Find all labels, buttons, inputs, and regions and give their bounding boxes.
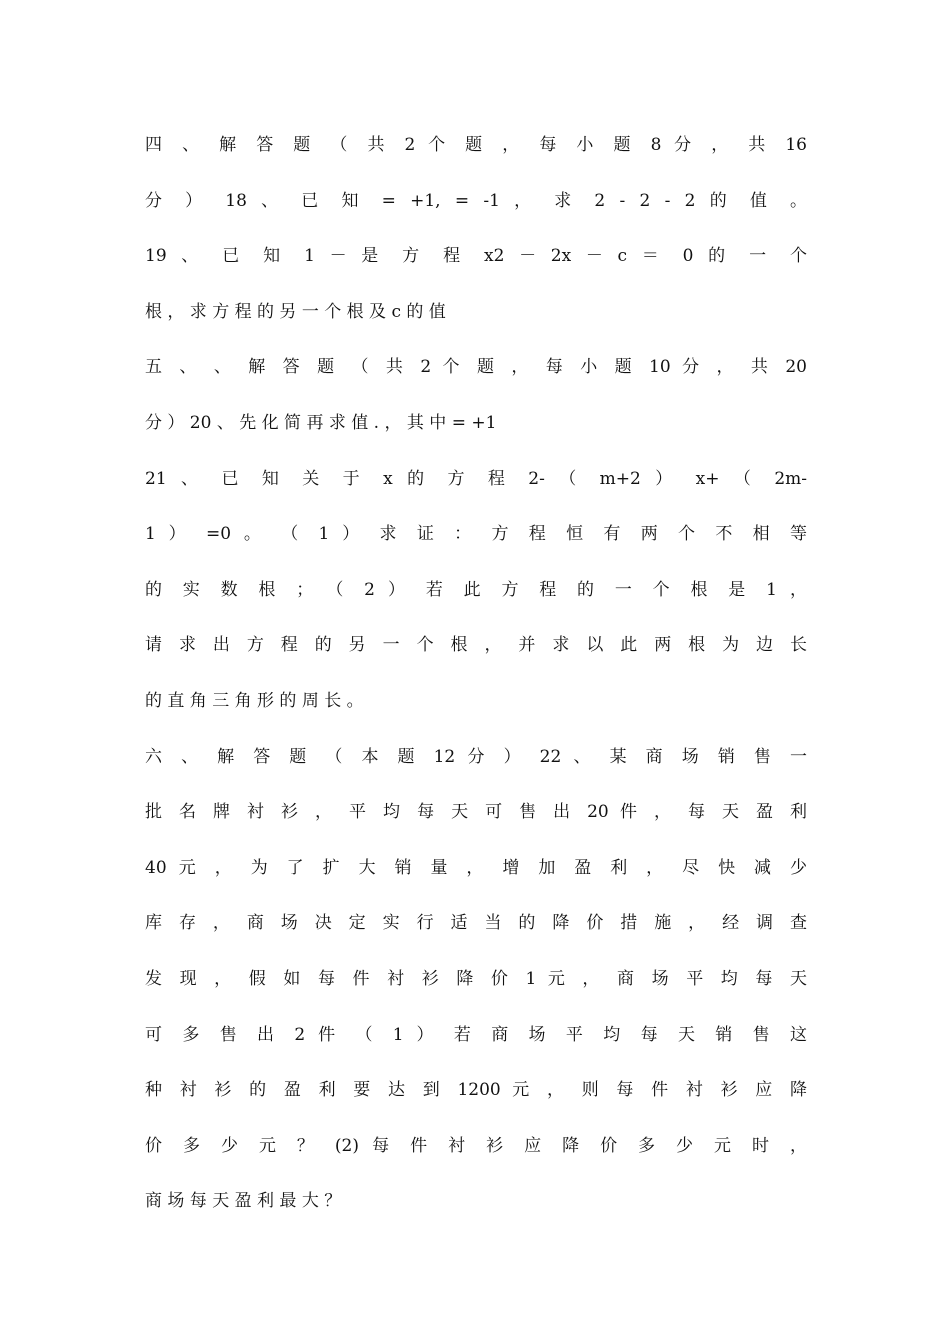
text-line: 种 衬 衫 的 盈 利 要 达 到 1200 元 ， 则 每 件 衬 衫 应 降 xyxy=(145,1080,807,1100)
text-line: 请 求 出 方 程 的 另 一 个 根 ， 并 求 以 此 两 根 为 边 长 xyxy=(145,635,807,655)
text-line: 的 直 角 三 角 形 的 周 长 。 xyxy=(145,691,364,711)
text-line: 可 多 售 出 2 件 （ 1 ） 若 商 场 平 均 每 天 销 售 这 xyxy=(145,1025,807,1045)
text-line: 库 存 ， 商 场 决 定 实 行 适 当 的 降 价 措 施 ， 经 调 查 xyxy=(145,913,807,933)
text-line: 40 元 ， 为 了 扩 大 销 量 ， 增 加 盈 利 ， 尽 快 减 少 xyxy=(145,858,807,878)
text-line: 四 、 解 答 题 （ 共 2 个 题 ， 每 小 题 8 分 ， 共 16 xyxy=(145,135,807,155)
text-line: 21 、 已 知 关 于 x 的 方 程 2- （ m+2 ） x+ （ 2m- xyxy=(145,469,807,489)
text-line: 分 ） 18 、 已 知 = +1, = -1 ， 求 2 - 2 - 2 的 值 。 xyxy=(145,191,807,211)
text-line: 商 场 每 天 盈 利 最 大 ？ xyxy=(145,1191,342,1211)
text-line: 根 ， 求 方 程 的 另 一 个 根 及 c 的 值 xyxy=(145,302,446,322)
text-line: 六 、 解 答 题 （ 本 题 12 分 ） 22 、 某 商 场 销 售 一 xyxy=(145,747,807,767)
text-line: 19 、 已 知 1 － 是 方 程 x2 － 2x － c ＝ 0 的 一 个 xyxy=(145,246,807,266)
text-line: 1 ） =0 。 （ 1 ） 求 证 ： 方 程 恒 有 两 个 不 相 等 xyxy=(145,524,807,544)
text-line: 发 现 ， 假 如 每 件 衬 衫 降 价 1 元 ， 商 场 平 均 每 天 xyxy=(145,969,807,989)
text-line: 批 名 牌 衬 衫 ， 平 均 每 天 可 售 出 20 件 ， 每 天 盈 利 xyxy=(145,802,807,822)
text-line: 的 实 数 根 ； （ 2 ） 若 此 方 程 的 一 个 根 是 1 ， xyxy=(145,580,807,600)
text-line: 五 、 、 解 答 题 （ 共 2 个 题 ， 每 小 题 10 分 ， 共 20 xyxy=(145,357,807,377)
text-line: 价 多 少 元 ？ (2) 每 件 衬 衫 应 降 价 多 少 元 时 ， xyxy=(145,1136,807,1156)
text-line: 分 ） 20 、 先 化 简 再 求 值 . ， 其 中 = +1 xyxy=(145,413,497,433)
